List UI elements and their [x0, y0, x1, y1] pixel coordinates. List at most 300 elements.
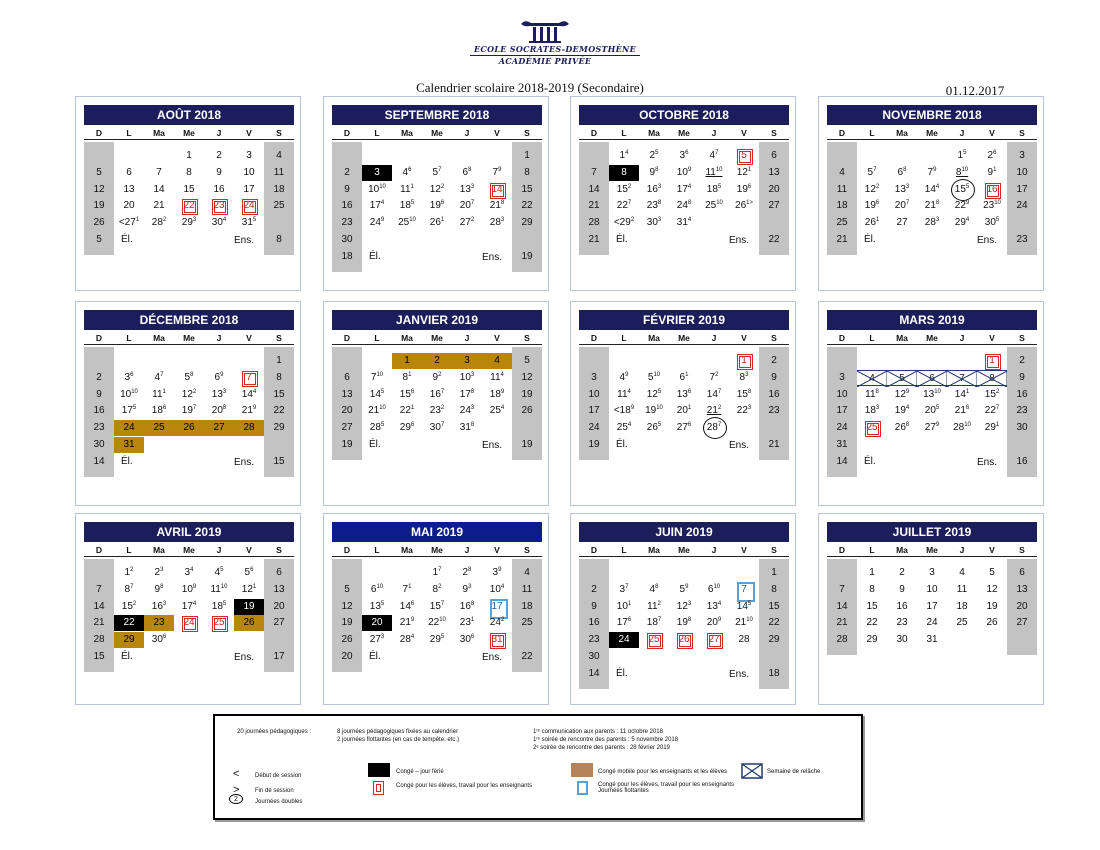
double-day-symbol: 2 — [229, 794, 243, 804]
day-header: S — [276, 128, 282, 138]
legend-summary-label: 20 journées pédagogiques : — [237, 729, 312, 735]
day-cell — [482, 403, 512, 419]
day-cell — [827, 599, 857, 615]
cycle-day: 10 — [715, 166, 723, 173]
cycle-day: 6 — [408, 166, 412, 173]
day-number: 8 — [276, 234, 282, 245]
day-cell — [947, 420, 977, 436]
teacher-days-label: Ens. — [977, 456, 998, 468]
day-number: 10 — [676, 166, 688, 178]
day-number: 19 — [521, 439, 533, 450]
day-cell — [512, 353, 542, 369]
day-header: L — [621, 545, 627, 555]
day-header: Ma — [648, 128, 660, 138]
day-number: 7 — [741, 583, 747, 595]
day-cell — [264, 232, 294, 248]
day-cell — [144, 215, 174, 231]
day-cell — [264, 420, 294, 436]
day-number: 10 — [181, 583, 193, 595]
day-number: 17 — [836, 405, 848, 417]
cycle-day: 4 — [500, 405, 505, 412]
day-number: 9 — [899, 583, 905, 595]
day-number: 22 — [273, 405, 285, 417]
day-number: 12 — [93, 183, 105, 195]
day-number: 25 — [489, 405, 501, 417]
month-header: NOVEMBRE 2018 — [827, 105, 1037, 125]
cycle-day: 2 — [630, 217, 635, 224]
month-header: JUIN 2019 — [579, 522, 789, 542]
cycle-day: 7 — [130, 583, 134, 590]
day-cell — [422, 182, 452, 198]
day-number: 21 — [368, 405, 380, 417]
cycle-day: 7 — [905, 200, 910, 207]
day-cell — [332, 215, 362, 231]
day-cell — [729, 370, 759, 386]
day-header: Me — [431, 128, 443, 138]
day-number: 24 — [588, 422, 600, 434]
day-number: 3 — [1019, 150, 1025, 161]
day-cell — [947, 182, 977, 198]
day-cell — [362, 599, 392, 615]
legend-flottante-1: Congé pour les élèves, travail pour les enseignants — [598, 782, 735, 788]
day-number: 8 — [621, 166, 627, 178]
day-number: 9 — [987, 166, 994, 178]
day-cell — [234, 387, 264, 403]
day-number: 5 — [989, 567, 995, 578]
day-number: 18 — [768, 667, 780, 679]
cycle-day: 8 — [160, 583, 164, 590]
day-number: 9 — [771, 371, 777, 383]
day-cell — [452, 599, 482, 615]
cycle-day: 10 — [716, 200, 723, 207]
day-number: 19 — [736, 183, 748, 195]
day-number: 9 — [216, 166, 222, 178]
month-octobre — [570, 96, 796, 291]
day-number: 6 — [126, 166, 132, 178]
day-cell — [452, 403, 482, 419]
day-number: 5 — [647, 371, 654, 383]
day-number: 1 — [741, 355, 747, 366]
cycle-day: 10 — [131, 388, 138, 395]
day-cell — [669, 582, 699, 598]
day-number: 3 — [839, 371, 845, 383]
day-cell — [827, 182, 857, 198]
day-number: 21 — [706, 405, 718, 417]
cycle-day: 8 — [655, 166, 659, 173]
cycle-day: 8 — [500, 200, 505, 207]
day-cell — [482, 198, 512, 214]
day-number: 19 — [243, 600, 255, 612]
day-number: 26 — [735, 200, 747, 212]
day-cell — [729, 198, 759, 214]
day-header: J — [711, 128, 717, 138]
day-header: V — [246, 545, 252, 555]
day-number: 18 — [341, 250, 353, 262]
day-number: 17 — [121, 405, 133, 417]
day-number: 3 — [619, 583, 626, 595]
day-cell — [699, 599, 729, 615]
day-number: 29 — [768, 634, 780, 646]
day-number: 6 — [214, 371, 221, 383]
month-header: JUILLET 2019 — [827, 522, 1037, 542]
day-cell — [264, 148, 294, 164]
day-cell — [204, 182, 234, 198]
day-number: 15 — [429, 600, 441, 612]
day-number: 20 — [341, 651, 353, 662]
cycle-day: 2 — [657, 600, 661, 607]
day-cell — [759, 582, 789, 598]
day-cell — [174, 215, 204, 231]
day-cell — [1007, 232, 1037, 248]
cycle-day: 5 — [717, 183, 722, 190]
day-cell — [264, 353, 294, 369]
day-cell — [512, 182, 542, 198]
day-number: 10 — [489, 583, 501, 595]
cycle-day: 10 — [379, 183, 386, 190]
day-cell — [759, 565, 789, 581]
month-header: FÉVRIER 2019 — [579, 310, 789, 330]
day-number: 19 — [341, 617, 353, 629]
day-header: D — [590, 128, 598, 138]
day-cell — [609, 599, 639, 615]
day-number: 16 — [1016, 455, 1028, 467]
day-number: 13 — [676, 388, 688, 400]
day-cell — [827, 165, 857, 181]
day-number: 6 — [707, 583, 714, 595]
day-number: 15 — [273, 455, 285, 467]
day-number: 5 — [96, 166, 102, 178]
day-number: 18 — [956, 600, 968, 612]
day-cell — [452, 582, 482, 598]
end-session-symbol: > — [233, 784, 240, 796]
cycle-day: 5 — [963, 150, 967, 156]
cycle-day: 6 — [627, 617, 632, 624]
day-cell — [579, 403, 609, 419]
day-number: 19 — [341, 439, 353, 450]
day-cell — [669, 387, 699, 403]
day-number: 24 — [489, 617, 501, 629]
day-cell — [452, 615, 482, 631]
day-header: Ma — [153, 128, 165, 138]
day-number: 20 — [1016, 600, 1028, 612]
day-number: 28 — [489, 217, 501, 229]
day-number: 26 — [894, 422, 906, 434]
day-header: S — [524, 333, 530, 343]
day-cell — [422, 198, 452, 214]
day-cell — [362, 198, 392, 214]
day-cell — [887, 165, 917, 181]
day-number: 22 — [123, 617, 135, 629]
day-cell — [857, 215, 887, 231]
day-number: 10 — [459, 371, 471, 383]
cycle-day: 5 — [965, 183, 970, 190]
day-cell — [114, 165, 144, 181]
day-number: 24 — [459, 405, 471, 417]
day-number: 2 — [216, 150, 222, 161]
day-number: 8 — [276, 371, 282, 383]
day-cell — [759, 370, 789, 386]
day-cell — [392, 370, 422, 386]
day-number: 9 — [649, 166, 656, 178]
day-cell — [84, 182, 114, 198]
day-header: J — [216, 333, 222, 343]
cycle-day: 3 — [747, 405, 752, 412]
day-cell — [332, 387, 362, 403]
cycle-day: 4 — [192, 600, 197, 607]
cycle-day: 10 — [220, 583, 228, 590]
day-cell — [947, 565, 977, 581]
day-cell — [639, 370, 669, 386]
day-number: 11 — [836, 183, 848, 195]
day-header: Me — [183, 333, 195, 343]
day-cell — [857, 599, 887, 615]
day-cell — [699, 148, 729, 164]
day-header: V — [246, 333, 252, 343]
day-cell — [234, 599, 264, 615]
day-cell — [729, 148, 759, 164]
day-header: D — [343, 128, 351, 138]
day-number: 28 — [588, 217, 600, 229]
cycle-day: 5 — [380, 600, 385, 607]
day-header: D — [343, 545, 351, 555]
cycle-day: 9 — [630, 405, 635, 412]
day-header: V — [741, 545, 747, 555]
day-header: J — [959, 333, 965, 343]
day-number: 16 — [1016, 388, 1028, 400]
day-cell — [857, 565, 887, 581]
day-number: 20 — [924, 405, 936, 417]
day-header: D — [95, 545, 103, 555]
day-headers — [827, 126, 1037, 140]
day-cell — [609, 582, 639, 598]
cycle-day: 1> — [746, 200, 753, 207]
day-header: J — [216, 545, 222, 555]
day-header: J — [464, 545, 470, 555]
day-number: 14 — [93, 455, 105, 467]
teacher-days-label: Ens. — [234, 235, 255, 246]
cycle-day: 1 — [162, 388, 166, 395]
day-number: 21 — [924, 200, 936, 212]
day-number: 27 — [708, 634, 720, 646]
day-cell — [234, 148, 264, 164]
cycle-day: 5 — [132, 405, 137, 412]
cycle-day: 10 — [961, 166, 969, 173]
day-header: Ma — [648, 333, 660, 343]
day-cell — [887, 387, 917, 403]
day-number: 27 — [676, 422, 688, 434]
cycle-day: 3 — [687, 600, 692, 607]
day-cell — [887, 182, 917, 198]
day-number: 5 — [244, 567, 251, 578]
day-number: 1 — [186, 150, 192, 161]
day-cell — [144, 387, 174, 403]
day-number: 12 — [241, 583, 253, 595]
cycle-day: 8 — [935, 200, 940, 207]
day-cell — [204, 582, 234, 598]
day-cell — [422, 599, 452, 615]
day-header: D — [838, 333, 846, 343]
day-cell — [482, 353, 512, 369]
day-cell — [264, 599, 294, 615]
day-cell — [947, 599, 977, 615]
cycle-day: 4 — [905, 405, 910, 412]
day-cell — [917, 215, 947, 231]
day-header: Me — [926, 128, 938, 138]
break-week-cross-icon — [857, 371, 887, 387]
day-cell — [452, 353, 482, 369]
page-title: Calendrier scolaire 2018-2019 (Secondaire) — [416, 80, 644, 95]
day-cell — [174, 198, 204, 214]
day-cell — [362, 215, 392, 231]
day-number: 10 — [926, 583, 938, 595]
cycle-day: 8 — [657, 200, 662, 207]
day-header: Ma — [896, 545, 908, 555]
cycle-day: 5 — [410, 200, 415, 207]
day-number: 1 — [619, 150, 626, 161]
month-header: MARS 2019 — [827, 310, 1037, 330]
day-cell — [827, 454, 857, 470]
day-cell — [422, 387, 452, 403]
day-number: 21 — [836, 234, 848, 245]
day-number: 25 — [836, 217, 848, 229]
day-cell — [887, 420, 917, 436]
day-number: 29 — [399, 422, 411, 434]
cycle-day: 5 — [935, 405, 940, 412]
day-number: 1 — [957, 150, 964, 161]
student-days-label: Él. — [121, 234, 133, 245]
day-number: 29 — [984, 422, 996, 434]
day-cell — [669, 632, 699, 648]
day-cell — [1007, 198, 1037, 214]
day-header: L — [869, 333, 875, 343]
cycle-day: 6 — [687, 422, 692, 429]
day-cell — [422, 632, 452, 648]
day-number: 18 — [273, 183, 285, 195]
cycle-day: 6 — [470, 634, 475, 641]
day-cell — [234, 198, 264, 214]
cycle-day: 5 — [657, 388, 662, 395]
day-number: 7 — [927, 166, 934, 178]
day-cell — [857, 387, 887, 403]
cycle-day: 9 — [933, 166, 937, 173]
day-number: 10 — [588, 388, 600, 400]
day-number: 8 — [771, 583, 777, 595]
day-number: 7 — [246, 371, 252, 383]
day-number: 8 — [524, 166, 530, 178]
legend-comm-1: 1ʳᵉ communication aux parents : 11 octobre 2018 — [533, 729, 663, 735]
cycle-day: 2 — [192, 388, 197, 395]
day-number: 12 — [341, 600, 353, 612]
day-cell — [887, 370, 917, 386]
day-cell — [234, 615, 264, 631]
day-cell — [887, 403, 917, 419]
day-number: 1 — [432, 567, 439, 578]
day-header: L — [126, 545, 132, 555]
day-headers — [827, 543, 1037, 557]
cycle-day: 9 — [905, 388, 910, 395]
cycle-day: 7 — [160, 371, 164, 378]
day-header: D — [590, 333, 598, 343]
day-number: 9 — [344, 183, 350, 195]
day-cell — [1007, 420, 1037, 436]
day-cell — [917, 182, 947, 198]
month-header: MAI 2019 — [332, 522, 542, 542]
day-cell — [699, 182, 729, 198]
day-cell — [114, 182, 144, 198]
cycle-day: 10 — [713, 583, 721, 590]
day-cell — [729, 582, 759, 598]
day-number: 8 — [186, 166, 192, 178]
cycle-day: 6 — [687, 388, 692, 395]
cycle-day: 8 — [222, 405, 227, 412]
day-number: 24 — [926, 617, 938, 629]
day-cell — [482, 215, 512, 231]
cycle-day: 6 — [250, 567, 254, 573]
day-number: 29 — [123, 634, 135, 646]
day-cell — [422, 215, 452, 231]
day-number: 19 — [521, 388, 533, 400]
day-number: 17 — [1016, 183, 1028, 195]
day-cell — [729, 387, 759, 403]
day-number: 4 — [214, 567, 221, 578]
day-number: 22 — [768, 617, 780, 629]
day-cell — [422, 353, 452, 369]
day-headers — [84, 543, 294, 557]
cycle-day: 7 — [717, 422, 722, 429]
cycle-day: 6 — [875, 200, 880, 207]
month-fevrier — [570, 301, 796, 506]
day-cell — [947, 215, 977, 231]
day-cell — [609, 370, 639, 386]
day-number: 5 — [432, 166, 439, 178]
day-number: 13 — [1016, 583, 1028, 595]
day-cell — [174, 148, 204, 164]
cycle-day: 2 — [627, 183, 632, 190]
day-cell — [639, 420, 669, 436]
day-cell — [452, 565, 482, 581]
cycle-day: 7 — [440, 388, 445, 395]
day-cell — [264, 582, 294, 598]
cycle-day: 9 — [965, 200, 970, 207]
day-cell — [114, 565, 144, 581]
day-number: 13 — [123, 183, 135, 195]
month-header: JANVIER 2019 — [332, 310, 542, 330]
day-cell — [759, 148, 789, 164]
day-number: 2 — [591, 583, 597, 595]
day-number: 16 — [588, 617, 600, 629]
day-number: 25 — [616, 422, 628, 434]
day-cell — [1007, 454, 1037, 470]
day-cell — [917, 615, 947, 631]
logo-line-1: ECOLE SOCRATES-DEMOSTHÈNE — [470, 44, 620, 56]
day-number: 17 — [459, 388, 471, 400]
cycle-day: 7 — [717, 388, 722, 395]
day-cell — [144, 599, 174, 615]
day-number: 21 — [836, 617, 848, 629]
day-number: 4 — [649, 583, 656, 595]
day-cell — [609, 182, 639, 198]
day-cell — [639, 632, 669, 648]
day-cell — [174, 599, 204, 615]
day-cell — [332, 182, 362, 198]
cycle-day: 3 — [470, 371, 475, 378]
day-number: 28 — [953, 422, 965, 434]
cycle-day: 1 — [685, 371, 689, 378]
month-juin — [570, 513, 796, 705]
cycle-day: 10 — [994, 200, 1001, 207]
day-header: V — [246, 128, 252, 138]
cycle-day: 6 — [440, 200, 445, 207]
